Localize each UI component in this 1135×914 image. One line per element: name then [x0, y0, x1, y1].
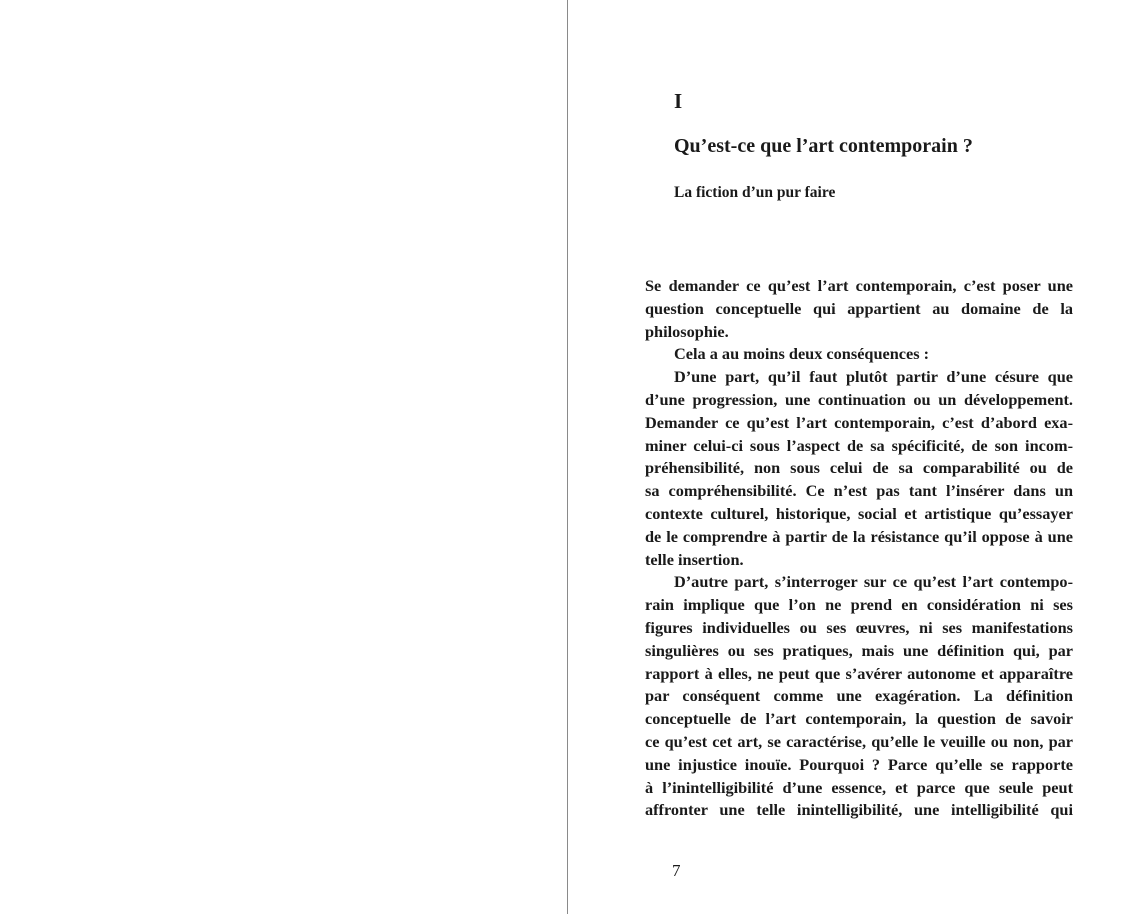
text-line: à l’inintelligibilité d’une essence, et parce que seule peut [645, 777, 1073, 797]
text-line: affronter une telle inintelligibilité, une intelligibilité qui [645, 800, 1073, 820]
text-line: Demander ce qu’est l’art contemporain, c’est d’abord exa- [645, 412, 1073, 432]
paragraph [645, 366, 1073, 571]
text-line: miner celui-ci sous l’aspect de sa spécificité, de son incom- [645, 435, 1073, 455]
text-line: de le comprendre à partir de la résistance qu’il oppose à une [645, 526, 1073, 546]
text-line: d’une progression, une continuation ou un développement. [645, 389, 1073, 409]
text-line: sa compréhensibilité. Ce n’est pas tant l’insérer dans un [645, 481, 1073, 501]
text-line: contexte culturel, historique, social et artistique qu’essayer [645, 503, 1073, 523]
chapter-number: I [674, 89, 683, 113]
right-page [568, 0, 1135, 914]
text-line: ce qu’est cet art, se caractérise, qu’elle le veuille ou non, par [645, 731, 1073, 751]
text-line: conceptuelle de l’art contemporain, la question de savoir [645, 709, 1073, 729]
text-line: une injustice inouïe. Pourquoi ? Parce qu’elle se rapporte [645, 754, 1073, 774]
body-text [645, 275, 1073, 822]
text-line: telle insertion. [645, 549, 744, 569]
text-line: philosophie. [645, 321, 729, 341]
text-line: Se demander ce qu’est l’art contemporain, c’est poser une [645, 276, 1073, 295]
chapter-title: Qu’est-ce que l’art contemporain ? [674, 135, 973, 157]
page-number: 7 [672, 861, 681, 880]
paragraph [645, 571, 1073, 822]
text-line: figures individuelles ou ses œuvres, ni ses manifestations [645, 617, 1073, 637]
text-line: D’une part, qu’il faut plutôt partir d’une césure que [674, 367, 1073, 387]
text-line: question conceptuelle qui appartient au domaine de la [645, 298, 1073, 318]
left-page-blank [0, 0, 567, 914]
text-line: rain implique que l’on ne prend en considération ni ses [645, 595, 1073, 615]
text-line: singulières ou ses pratiques, mais une définition qui, par [645, 640, 1073, 660]
text-line: Cela a au moins deux conséquences : [674, 344, 930, 364]
text-line: par conséquent comme une exagération. La définition [645, 686, 1073, 706]
section-title: La fiction d’un pur faire [674, 184, 836, 201]
paragraph [645, 275, 1073, 343]
text-line: D’autre part, s’interroger sur ce qu’est l’art contempo- [674, 572, 1073, 592]
text-line: rapport à elles, ne peut que s’avérer autonome et apparaître [645, 663, 1073, 683]
text-line: préhensibilité, non sous celui de sa comparabilité ou de [645, 458, 1073, 478]
paragraph [645, 343, 1073, 366]
